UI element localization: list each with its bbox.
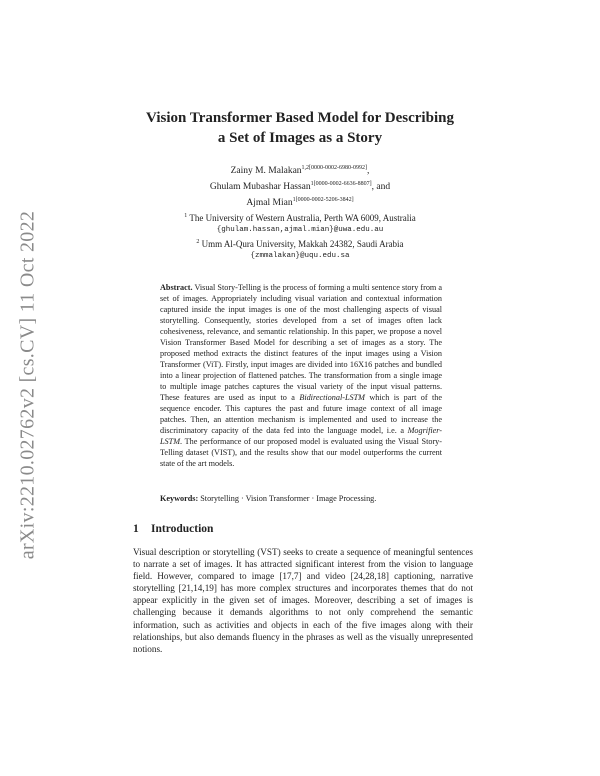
author-3-name: Ajmal Mian — [246, 198, 293, 209]
author-2-orcid[interactable]: 1[0000-0002-6636-8807] — [310, 181, 372, 188]
section-number: 1 — [133, 523, 139, 535]
affiliation-2 — [120, 236, 480, 250]
arxiv-identifier-text: arXiv:2210.02762v2 [cs.CV] 11 Oct 2022 — [16, 210, 39, 560]
abstract-text-2: which is part of the sequence encoder. This captures the past and future image context of all image patches. Then, an attention mechanism is implemented and used to increase the discriminatory capacity of the data fed into the language model, i.e. a — [160, 393, 442, 435]
paper-title-line-1: Vision Transformer Based Model for Describing — [146, 110, 454, 126]
affiliation-1-text: The University of Western Australia, Perth WA 6009, Australia — [189, 213, 416, 223]
keywords — [160, 493, 442, 504]
author-3-orcid[interactable]: 1[0000-0002-5206-3842] — [292, 197, 354, 204]
author-2 — [120, 178, 480, 194]
affiliation-2-text: Umm Al-Qura University, Makkah 24382, Saudi Arabia — [201, 239, 404, 249]
section-title: Introduction — [151, 523, 214, 535]
author-list — [120, 162, 480, 210]
author-1 — [120, 162, 480, 178]
introduction-paragraph: Visual description or storytelling (VST) seeks to create a sequence of meaningful sentences to narrate a set of images. It has attracted significant interest from the vision to language field. However, compared to image [17,7] and video [24,28,18] captioning, narrative storytelling [21,14,19] has more complex structures and incorporates themes that do not appear explicitly in the given set of images. Moreover, describing a set of images is challenging because it demands algorithms to not only comprehend the semantic information, such as activities and objects in each of the five images along with their relationships, but also demands fluency in the phrases as well as the visually unrepresented notions. — [133, 547, 473, 654]
abstract-term-bilstm: Bidirectional-LSTM — [299, 393, 365, 402]
abstract-text-3: . The performance of our proposed model is evaluated using the Visual Story-Telling dataset (VIST), and the results show that our model outperforms the current state of the art models. — [160, 437, 442, 468]
section-heading-introduction — [133, 523, 213, 535]
paper-title — [110, 108, 490, 148]
abstract-label: Abstract. — [160, 283, 193, 292]
affiliation-1 — [120, 210, 480, 224]
abstract — [160, 282, 442, 469]
affiliation-2-email[interactable]: {zmmalakan}@uqu.edu.sa — [250, 252, 350, 260]
paper-title-line-2: a Set of Images as a Story — [217, 130, 383, 146]
abstract-term-mogrifier: Mogrifier-LSTM — [160, 426, 442, 446]
affiliation-2-marker: 2 — [196, 239, 200, 245]
author-1-orcid[interactable]: 1,2[0000-0002-6980-0992] — [301, 165, 368, 171]
abstract-text-1: Visual Story-Telling is the process of forming a multi sentence story from a set of images. Appropriately including visual variation and contextual information captured inside the input images is one of the most challenging aspects of visual storytelling. Consequently, stories developed from a set of images often lack cohesiveness, relevance, and semantic relationship. In this paper, we propose a novel Vision Transformer Based Model for describing a set of images as a story. The proposed method extracts the distinct features of the input images using a Vision Transformer (ViT). Firstly, input images are divided into 16X16 patches and bundled into a linear projection of flattened patches. The transformation from a single image to multiple image patches captures the visual variety of the input visual patterns. These features are used as input to a — [160, 283, 442, 402]
keywords-label: Keywords: — [160, 494, 199, 503]
author-3 — [120, 194, 480, 210]
affiliation-1-email[interactable]: {ghulam.hassan,ajmal.mian}@uwa.edu.au — [216, 226, 384, 234]
affiliation-1-marker: 1 — [184, 213, 188, 219]
keywords-text: Storytelling · Vision Transformer · Image Processing. — [198, 494, 377, 503]
arxiv-identifier[interactable] — [8, 205, 48, 565]
author-2-name: Ghulam Mubashar Hassan — [209, 182, 311, 193]
affiliations — [120, 210, 480, 262]
author-2-suffix: , and — [371, 182, 391, 193]
author-1-suffix: , — [367, 166, 370, 177]
author-1-name: Zainy M. Malakan — [230, 166, 302, 177]
